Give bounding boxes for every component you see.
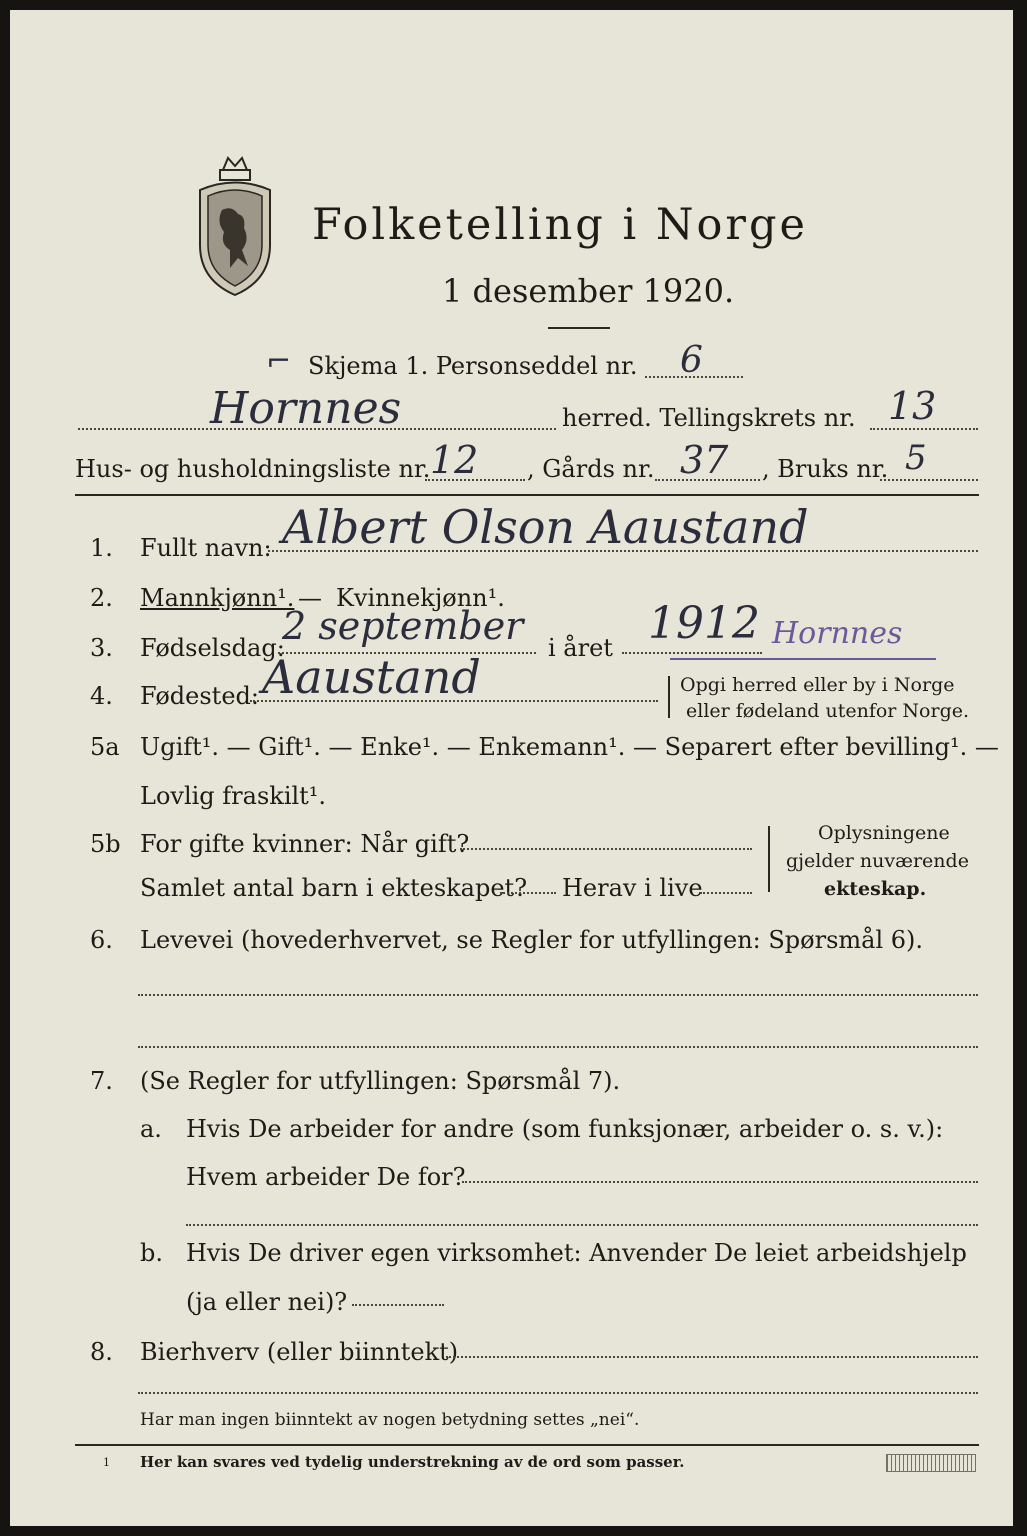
q8-note: Har man ingen biinntekt av nogen betydning settes „nei“. xyxy=(140,1410,640,1430)
census-date: 1 desember 1920. xyxy=(442,272,735,310)
q6-line-2 xyxy=(138,1046,978,1048)
q1-full-name-value: Albert Olson Aaustand xyxy=(282,500,809,554)
header-divider xyxy=(75,494,979,496)
q5b-alive-label: Herav i live xyxy=(562,874,703,902)
q4-number: 4. xyxy=(90,682,113,710)
tellingskrets-line xyxy=(870,428,978,430)
q8-label: Bierhverv (eller biinntekt) xyxy=(140,1338,459,1366)
footnote-text: Her kan svares ved tydelig understrekning av de ord som passer. xyxy=(140,1453,685,1471)
q3-year-label: i året xyxy=(548,634,613,662)
q7a-letter: a. xyxy=(140,1115,162,1143)
q4-note-brace xyxy=(668,676,670,718)
title-divider xyxy=(548,327,610,329)
q5b-married-label: For gifte kvinner: Når gift? xyxy=(140,830,470,858)
herred-label: herred. Tellingskrets nr. xyxy=(562,404,856,432)
q7-number: 7. xyxy=(90,1067,113,1095)
q7a-employer-label: Hvem arbeider De for? xyxy=(186,1163,466,1191)
q7a-label: Hvis De arbeider for andre (som funksjonær, arbeider o. s. v.): xyxy=(186,1115,944,1143)
q5a-number: 5a xyxy=(90,733,120,761)
footnote-mark: 1 xyxy=(103,1456,110,1469)
hus-nr-value: 12 xyxy=(430,438,479,482)
q7b-answer-line xyxy=(352,1304,444,1306)
personseddel-nr-value: 6 xyxy=(680,340,703,381)
q3-year-value: 1912 xyxy=(648,598,760,649)
printer-stamp xyxy=(886,1454,976,1472)
q3-number: 3. xyxy=(90,634,113,662)
tellingskrets-nr-value: 13 xyxy=(888,384,937,428)
q1-label: Fullt navn: xyxy=(140,534,272,562)
q3-purple-underline xyxy=(670,658,936,660)
q4-birthplace-value: Aaustand xyxy=(262,650,481,704)
q7b-label: Hvis De driver egen virksomhet: Anvender De leiet arbeidshjelp xyxy=(186,1239,967,1267)
q2-female-option: Kvinnekjønn¹. xyxy=(336,584,505,612)
bruks-nr-value: 5 xyxy=(905,438,927,478)
q6-number: 6. xyxy=(90,926,113,954)
gards-nr-value: 37 xyxy=(680,438,729,482)
q7b-answer-label: (ja eller nei)? xyxy=(186,1288,348,1316)
q6-label: Levevei (hovederhvervet, se Regler for utfyllingen: Spørsmål 6). xyxy=(140,926,924,954)
q6-line-1 xyxy=(138,994,978,996)
q4-label: Fødested: xyxy=(140,682,259,710)
q2-dash: — xyxy=(298,584,322,612)
herred-name-value: Hornnes xyxy=(210,383,402,434)
q5b-children-line xyxy=(500,892,556,894)
bruks-line xyxy=(880,479,978,481)
q5b-note-line-3: ekteskap. xyxy=(824,878,927,900)
coat-of-arms-icon xyxy=(190,150,280,300)
q5b-number: 5b xyxy=(90,830,121,858)
q3-birthday-value: 2 september xyxy=(282,604,524,648)
q3-year-line xyxy=(622,652,762,654)
q4-note-line-2: eller fødeland utenfor Norge. xyxy=(686,700,970,722)
q8-line-2 xyxy=(138,1392,978,1394)
q7a-employer-line xyxy=(462,1181,978,1183)
q2-male-option: Mannkjønn¹. xyxy=(140,584,295,612)
hus-label: Hus- og husholdningsliste nr. xyxy=(75,455,431,483)
q5b-alive-line xyxy=(700,892,752,894)
q7-label: (Se Regler for utfyllingen: Spørsmål 7). xyxy=(140,1067,621,1095)
bruks-label: , Bruks nr. xyxy=(762,455,889,483)
q7b-letter: b. xyxy=(140,1239,163,1267)
q5b-note-line-2: gjelder nuværende xyxy=(786,850,969,872)
q8-number: 8. xyxy=(90,1338,113,1366)
skjema-mark: ⌐ xyxy=(266,344,292,379)
form-title: Folketelling i Norge xyxy=(312,200,808,250)
q5a-options-2: Lovlig fraskilt¹. xyxy=(140,782,327,810)
q4-note-line-1: Opgi herred eller by i Norge xyxy=(680,674,955,696)
q5b-children-label: Samlet antal barn i ekteskapet? xyxy=(140,874,528,902)
q5b-married-line xyxy=(460,848,752,850)
q7a-line-2 xyxy=(186,1224,978,1226)
q8-line xyxy=(446,1356,978,1358)
q1-number: 1. xyxy=(90,534,113,562)
skjema-label: Skjema 1. Personseddel nr. xyxy=(308,352,638,380)
q5a-options: Ugift¹. — Gift¹. — Enke¹. — Enkemann¹. — Separert efter bevilling¹. — xyxy=(140,733,999,761)
q3-label: Fødselsdag: xyxy=(140,634,285,662)
q2-number: 2. xyxy=(90,584,113,612)
q5b-note-line-1: Oplysningene xyxy=(818,822,950,844)
q3-place-note-value: Hornnes xyxy=(772,616,903,651)
q5b-note-brace xyxy=(768,826,770,892)
footnote-divider xyxy=(75,1444,979,1446)
gards-label: , Gårds nr. xyxy=(527,455,655,483)
